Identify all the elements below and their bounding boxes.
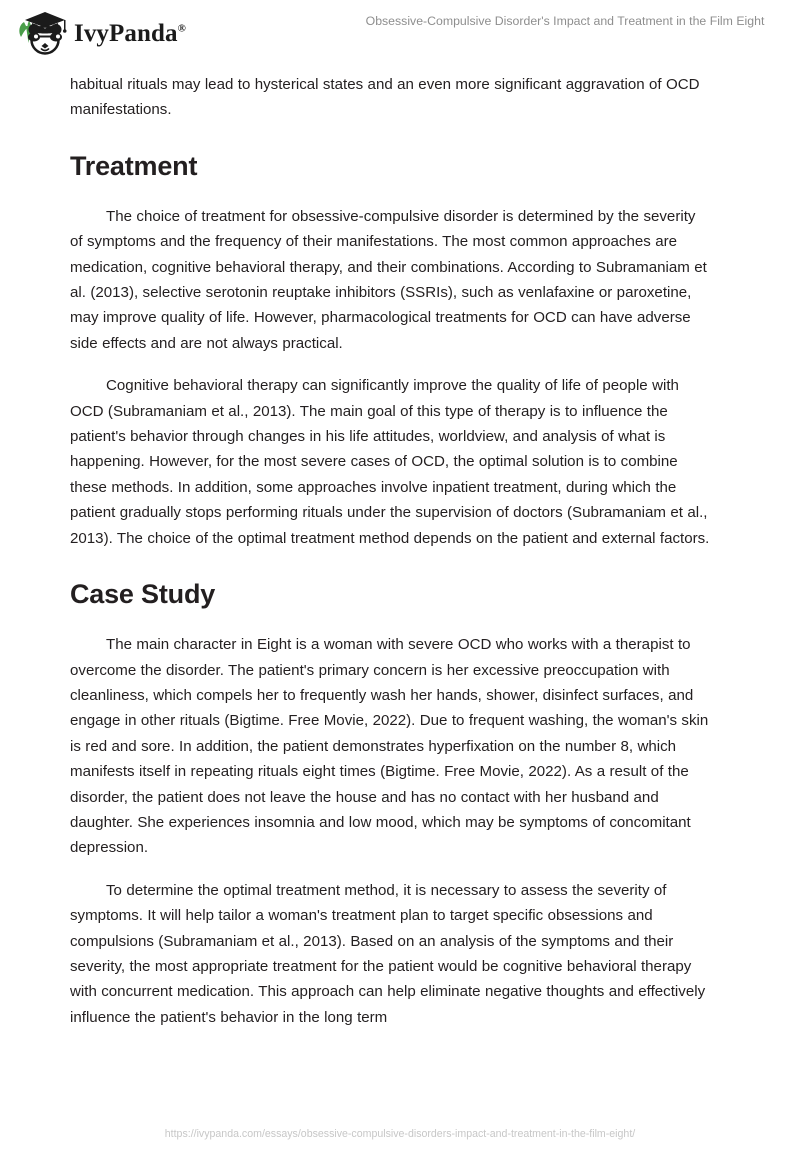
footer-source-url[interactable]: https://ivypanda.com/essays/obsessive-compulsive-disorders-impact-and-treatment-in-the-film-eight/ (164, 1128, 636, 1140)
brand-wordmark (74, 21, 186, 46)
brand-name-text: IvyPanda (74, 19, 178, 47)
paragraph-case-study-2: To determine the optimal treatment method, it is necessary to assess the severity of symptoms. It will help tailor a woman's treatment plan to target specific obsessions and compulsions (Subramaniam et al., 2013). Based on an analysis of the symptoms and their severity, the most appropriate treatment for the patient would be cognitive behavioral therapy with concurrent medication. This approach can help eliminate negative thoughts and effectively influence the patient's behavior in the long term (70, 881, 706, 1026)
section-treatment-heading-block (70, 150, 712, 182)
page-header (0, 0, 800, 62)
continued-paragraph: habitual rituals may lead to hysterical states and an even more significant aggravation of OCD manifestations. (70, 76, 700, 119)
paragraph-treatment-1: The choice of treatment for obsessive-compulsive disorder is determined by the severity of symptoms and the frequency of their manifestations. The most common approaches are medication, cognitive behavioral therapy, and their combinations. According to Subramaniam et al. (2013), selective serotonin reuptake inhibitors (SSRIs), such as venlafaxine or paroxetine, may improve quality of life. However, pharmacological treatments for OCD can have adverse side effects and are not always practical. (70, 207, 707, 352)
ivypanda-logo[interactable] (14, 8, 186, 56)
section-heading-treatment: Treatment (70, 150, 198, 181)
paragraph-treatment-2: Cognitive behavioral therapy can significantly improve the quality of life of people with OCD (Subramaniam et al., 2013). The main goal of this type of therapy is to influence the patient's behavior through changes in his life attitudes, worldview, and analysis of what is happening. However, for the most severe cases of OCD, the optimal solution is to combine these methods. In addition, some approaches involve inpatient treatment, during which the patient gradually stops performing rituals under the supervision of doctors (Subramaniam et al., 2013). The choice of the optimal treatment method depends on the patient and external factors. (70, 377, 710, 547)
registered-mark: ® (177, 22, 186, 35)
document-content (70, 72, 712, 1030)
paragraph-case-study-1: The main character in Eight is a woman with severe OCD who works with a therapist to overcome the disorder. The patient's primary concern is her excessive preoccupation with cleanliness, which compels her to frequently wash her hands, shower, disinfect surfaces, and engage in other rituals (Bigtime. Free Movie, 2022). Due to frequent washing, the woman's skin is red and sore. In addition, the patient demonstrates hyperfixation on the number 8, which manifests itself in repeating rituals eight times (Bigtime. Free Movie, 2022). As a result of the disorder, the patient does not leave the house and has no contact with her husband and daughter. She experiences insomnia and low mood, which may be symptoms of concomitant depression. (70, 636, 709, 857)
page-footer (0, 1124, 800, 1142)
header-document-title: Obsessive-Compulsive Disorder's Impact and Treatment in the Film Eight (365, 14, 765, 28)
panda-graduate-logo-icon (14, 7, 68, 57)
section-heading-case-study: Case Study (70, 579, 216, 610)
section-case-study-heading-block (70, 578, 712, 610)
